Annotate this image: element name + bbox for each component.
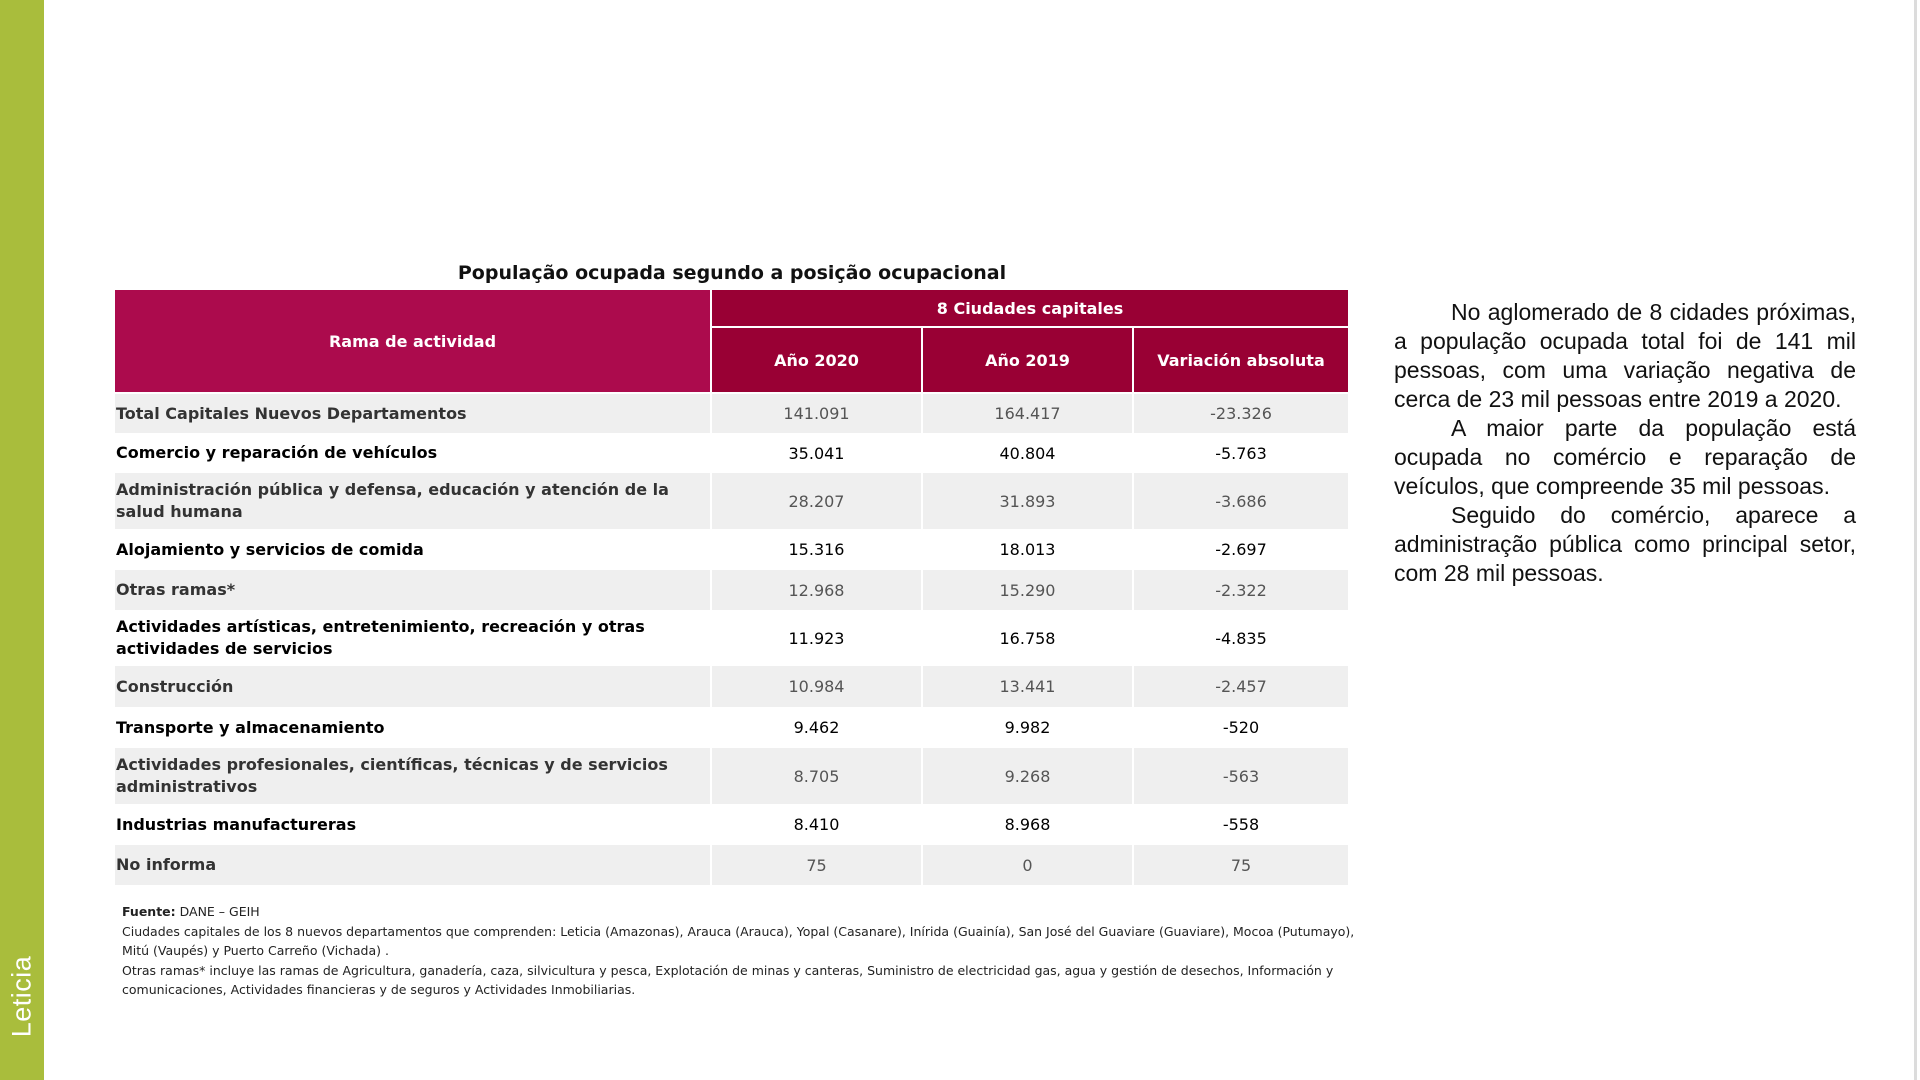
row-variation: -23.326 (1133, 393, 1349, 433)
row-2019: 18.013 (922, 529, 1133, 570)
row-2019: 31.893 (922, 473, 1133, 529)
table-row (115, 610, 1349, 666)
row-name: Actividades artísticas, entretenimiento, recreación y otras actividades de servicios (115, 610, 711, 666)
row-2019: 0 (922, 845, 1133, 885)
table-row (115, 433, 1349, 473)
header-variation: Variación absoluta (1133, 327, 1349, 393)
header-2019: Año 2019 (922, 327, 1133, 393)
table-row (115, 473, 1349, 529)
row-variation: 75 (1133, 845, 1349, 885)
row-name: Alojamiento y servicios de comida (115, 529, 711, 570)
row-2020: 9.462 (711, 707, 922, 748)
row-2020: 8.410 (711, 804, 922, 845)
row-2019: 16.758 (922, 610, 1133, 666)
header-rama: Rama de actividad (115, 290, 711, 393)
paragraph: A maior parte da população está ocupada no comércio e reparação de veículos, que compreende 35 mil pessoas. (1394, 415, 1856, 499)
row-name: No informa (115, 845, 711, 885)
row-variation: -563 (1133, 748, 1349, 804)
row-2020: 75 (711, 845, 922, 885)
table-row (115, 666, 1349, 707)
paragraph: No aglomerado de 8 cidades próximas, a população ocupada total foi de 141 mil pessoas, com uma variação negativa de cerca de 23 mil pessoas entre 2019 a 2020. (1394, 299, 1856, 412)
row-variation: -2.457 (1133, 666, 1349, 707)
row-2020: 12.968 (711, 570, 922, 610)
row-2019: 15.290 (922, 570, 1133, 610)
table-row (115, 529, 1349, 570)
source-line (122, 902, 1362, 922)
row-2019: 40.804 (922, 433, 1133, 473)
source-text: DANE – GEIH (175, 904, 260, 919)
side-label: Leticia (6, 955, 37, 1038)
row-name: Actividades profesionales, científicas, técnicas y de servicios administrativos (115, 748, 711, 804)
table-row (115, 804, 1349, 845)
row-2020: 11.923 (711, 610, 922, 666)
row-2019: 13.441 (922, 666, 1133, 707)
row-variation: -2.697 (1133, 529, 1349, 570)
row-2019: 8.968 (922, 804, 1133, 845)
row-2019: 9.982 (922, 707, 1133, 748)
row-name: Otras ramas* (115, 570, 711, 610)
source-label: Fuente: (122, 904, 176, 919)
table-row (115, 570, 1349, 610)
table-title: População ocupada segundo a posição ocupacional (457, 262, 1007, 284)
row-2020: 15.316 (711, 529, 922, 570)
row-variation: -5.763 (1133, 433, 1349, 473)
row-variation: -558 (1133, 804, 1349, 845)
row-2020: 141.091 (711, 393, 922, 433)
row-name: Administración pública y defensa, educación y atención de la salud humana (115, 473, 711, 529)
note-cities: Ciudades capitales de los 8 nuevos departamentos que comprenden: Leticia (Amazonas), Arauca (Arauca), Yopal (Casanare), Inírida (Guainía), San José del Guaviare (Guaviare), Mocoa (Putumayo), Mitú (Vaupés) y Puerto Carreño (Vichada) . (122, 923, 1355, 958)
row-name: Comercio y reparación de vehículos (115, 433, 711, 473)
note-other-branches: Otras ramas* incluye las ramas de Agricultura, ganadería, caza, silvicultura y pesca, Explotación de minas y canteras, Suministro de electricidad gas, agua y gestión de desechos, Información y comunicaciones, Actividades financieras y de seguros y Actividades Inmobiliarias. (122, 962, 1334, 997)
paragraph: Seguido do comércio, aparece a administração pública como principal setor, com 28 mil pessoas. (1394, 502, 1856, 586)
row-2020: 8.705 (711, 748, 922, 804)
header-group: 8 Ciudades capitales (711, 290, 1349, 327)
row-2020: 28.207 (711, 473, 922, 529)
table-row (115, 748, 1349, 804)
row-variation: -4.835 (1133, 610, 1349, 666)
row-name: Total Capitales Nuevos Departamentos (115, 393, 711, 433)
row-variation: -520 (1133, 707, 1349, 748)
row-2020: 35.041 (711, 433, 922, 473)
right-divider (1914, 0, 1917, 1080)
row-variation: -2.322 (1133, 570, 1349, 610)
table-row (115, 393, 1349, 433)
row-2019: 164.417 (922, 393, 1133, 433)
row-name: Construcción (115, 666, 711, 707)
commentary (1394, 298, 1856, 588)
occupation-table (115, 290, 1350, 885)
row-variation: -3.686 (1133, 473, 1349, 529)
side-bar (0, 0, 44, 1080)
row-name: Transporte y almacenamiento (115, 707, 711, 748)
header-2020: Año 2020 (711, 327, 922, 393)
row-2020: 10.984 (711, 666, 922, 707)
table-notes (122, 902, 1362, 1000)
row-2019: 9.268 (922, 748, 1133, 804)
table-row (115, 707, 1349, 748)
table-row (115, 845, 1349, 885)
row-name: Industrias manufactureras (115, 804, 711, 845)
